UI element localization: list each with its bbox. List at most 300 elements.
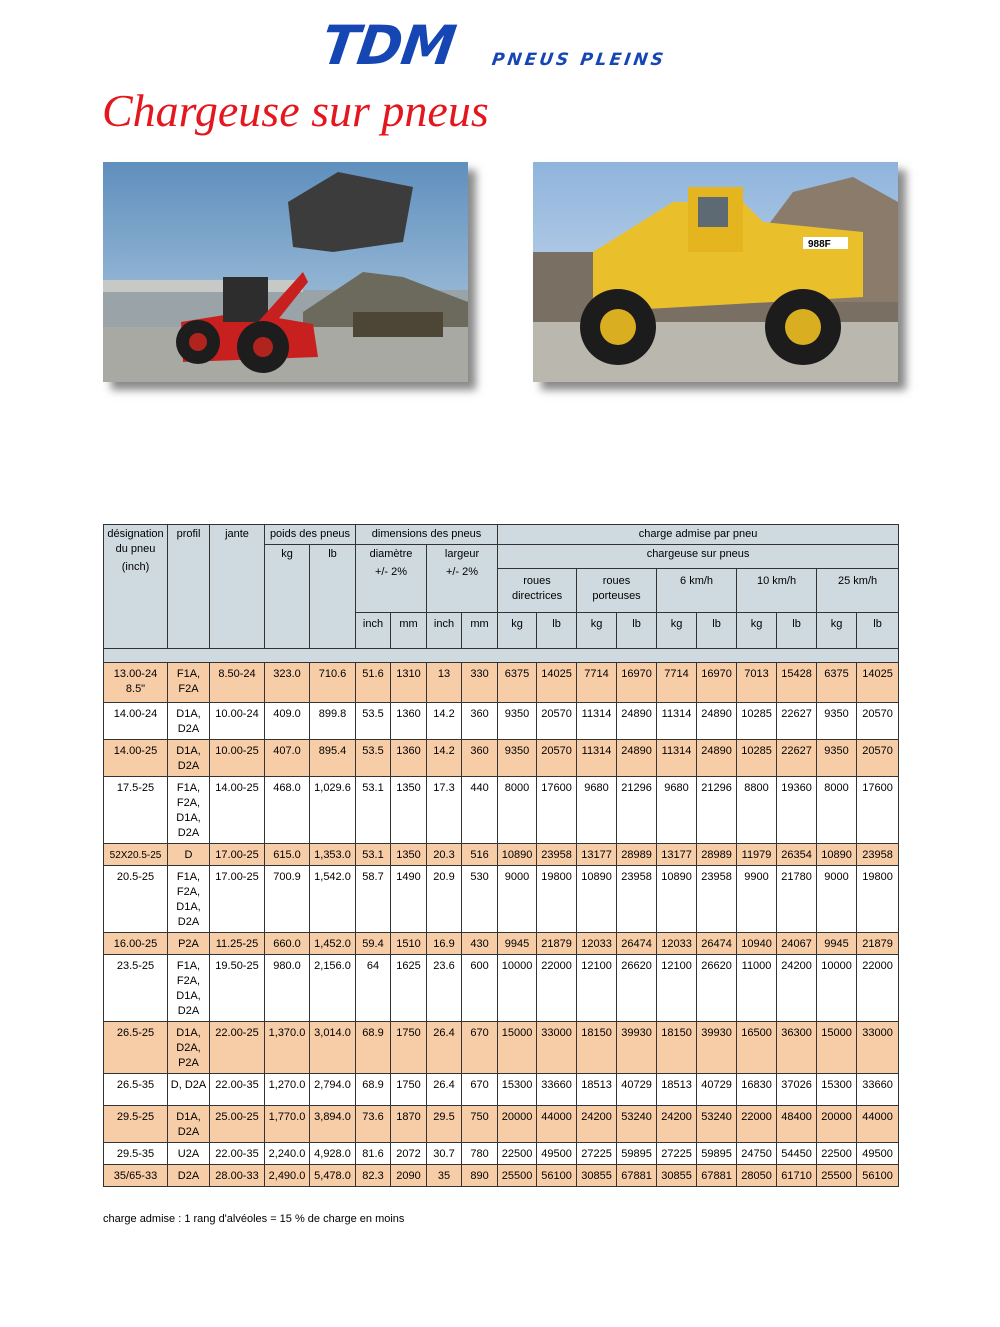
table-cell: 22000 (537, 955, 577, 1022)
table-cell: 53.1 (356, 844, 391, 866)
table-cell: 64 (356, 955, 391, 1022)
table-cell: 25500 (498, 1165, 537, 1187)
cell-profil: F1A, F2A, D1A, D2A (168, 866, 210, 933)
table-cell: 24890 (617, 703, 657, 740)
table-cell: 16970 (617, 663, 657, 703)
header-largeur: largeur +/- 2% (427, 545, 498, 613)
table-cell: 61710 (777, 1165, 817, 1187)
header-designation: désignation du pneu (inch) (104, 525, 168, 649)
table-cell: 17.00-25 (210, 844, 265, 866)
cell-profil: D (168, 844, 210, 866)
table-cell: 5,478.0 (310, 1165, 356, 1187)
table-cell: 1350 (391, 844, 427, 866)
table-cell: 516 (462, 844, 498, 866)
unit-kg: kg (577, 613, 617, 649)
unit-mm: mm (462, 613, 498, 649)
unit-kg: kg (498, 613, 537, 649)
table-cell: 440 (462, 777, 498, 844)
cell-profil: D1A, D2A (168, 1106, 210, 1143)
table-cell: 26.4 (427, 1022, 462, 1074)
table-cell: 9900 (737, 866, 777, 933)
table-cell: 22000 (737, 1106, 777, 1143)
table-cell: 710.6 (310, 663, 356, 703)
table-cell: 10.00-25 (210, 740, 265, 777)
table-cell: 12100 (577, 955, 617, 1022)
table-cell: 24200 (777, 955, 817, 1022)
table-row (104, 1165, 899, 1187)
table-cell: 8800 (737, 777, 777, 844)
page-title: Chargeuse sur pneus (102, 85, 489, 136)
table-cell: 9350 (498, 740, 537, 777)
footnote: charge admise : 1 rang d'alvéoles = 15 % de charge en moins (103, 1213, 405, 1225)
table-cell: 28989 (617, 844, 657, 866)
header-10kmh: 10 km/h (737, 569, 817, 613)
table-cell: 10000 (498, 955, 537, 1022)
table-cell: 27225 (657, 1143, 697, 1165)
table-cell: 360 (462, 703, 498, 740)
header-charge: charge admise par pneu (498, 525, 899, 545)
table-cell: 73.6 (356, 1106, 391, 1143)
table-cell: 18513 (577, 1074, 617, 1106)
unit-lb: lb (857, 613, 899, 649)
table-cell: 59895 (617, 1143, 657, 1165)
table-cell: 36300 (777, 1022, 817, 1074)
logo-main-text: TDM (317, 14, 459, 77)
table-cell: 1625 (391, 955, 427, 1022)
table-cell: 19800 (857, 866, 899, 933)
table-cell: 6375 (498, 663, 537, 703)
table-cell: 14.00-25 (210, 777, 265, 844)
table-cell: 17.3 (427, 777, 462, 844)
cell-profil: D1A, D2A (168, 740, 210, 777)
table-cell: 780 (462, 1143, 498, 1165)
table-cell: 7714 (577, 663, 617, 703)
table-cell: 430 (462, 933, 498, 955)
table-cell: 24890 (617, 740, 657, 777)
table-cell: 20570 (857, 703, 899, 740)
cell-designation: 29.5-35 (104, 1143, 168, 1165)
cell-designation: 23.5-25 (104, 955, 168, 1022)
header-diametre: diamètre +/- 2% (356, 545, 427, 613)
table-cell: 1310 (391, 663, 427, 703)
table-cell: 22627 (777, 703, 817, 740)
table-cell: 48400 (777, 1106, 817, 1143)
table-cell: 12033 (577, 933, 617, 955)
table-cell: 40729 (617, 1074, 657, 1106)
table-cell: 37026 (777, 1074, 817, 1106)
table-cell: 1,029.6 (310, 777, 356, 844)
table-cell: 33000 (857, 1022, 899, 1074)
header-roues-porteuses: roues porteuses (577, 569, 657, 613)
table-cell: 19800 (537, 866, 577, 933)
table-cell: 23.6 (427, 955, 462, 1022)
unit-kg: kg (657, 613, 697, 649)
table-cell: 1,370.0 (265, 1022, 310, 1074)
table-cell: 1490 (391, 866, 427, 933)
table-cell: 15000 (817, 1022, 857, 1074)
table-cell: 68.9 (356, 1074, 391, 1106)
table-cell: 59.4 (356, 933, 391, 955)
cell-designation: 29.5-25 (104, 1106, 168, 1143)
table-cell: 2090 (391, 1165, 427, 1187)
table-cell: 15428 (777, 663, 817, 703)
table-cell: 16970 (697, 663, 737, 703)
table-row (104, 933, 899, 955)
cell-designation: 26.5-35 (104, 1074, 168, 1106)
table-cell: 33660 (537, 1074, 577, 1106)
table-cell: 18513 (657, 1074, 697, 1106)
table-cell: 1510 (391, 933, 427, 955)
table-cell: 12033 (657, 933, 697, 955)
table-cell: 10285 (737, 703, 777, 740)
table-row (104, 1106, 899, 1143)
table-cell: 10890 (577, 866, 617, 933)
table-cell: 33660 (857, 1074, 899, 1106)
red-loader-photo (103, 162, 468, 382)
header-dimensions: dimensions des pneus (356, 525, 498, 545)
cell-designation: 14.00-25 (104, 740, 168, 777)
header-poids-kg: kg (265, 545, 310, 649)
table-cell: 21296 (617, 777, 657, 844)
unit-kg: kg (817, 613, 857, 649)
unit-lb: lb (777, 613, 817, 649)
table-cell: 1350 (391, 777, 427, 844)
table-cell: 30855 (657, 1165, 697, 1187)
table-cell: 29.5 (427, 1106, 462, 1143)
table-cell: 7714 (657, 663, 697, 703)
table-cell: 10.00-24 (210, 703, 265, 740)
table-row (104, 663, 899, 703)
table-cell: 1750 (391, 1074, 427, 1106)
table-cell: 56100 (857, 1165, 899, 1187)
table-cell: 49500 (857, 1143, 899, 1165)
table-cell: 17600 (857, 777, 899, 844)
cell-designation: 14.00-24 (104, 703, 168, 740)
table-body (104, 663, 899, 1187)
table-cell: 23958 (537, 844, 577, 866)
table-cell: 16830 (737, 1074, 777, 1106)
table-cell: 20.9 (427, 866, 462, 933)
table-cell: 11979 (737, 844, 777, 866)
table-cell: 22.00-25 (210, 1022, 265, 1074)
table-cell: 26474 (697, 933, 737, 955)
table-cell: 980.0 (265, 955, 310, 1022)
table-cell: 3,014.0 (310, 1022, 356, 1074)
table-cell: 660.0 (265, 933, 310, 955)
table-cell: 14.2 (427, 703, 462, 740)
table-cell: 20.3 (427, 844, 462, 866)
cell-profil: D2A (168, 1165, 210, 1187)
table-cell: 600 (462, 955, 498, 1022)
table-cell: 81.6 (356, 1143, 391, 1165)
table-cell: 1,353.0 (310, 844, 356, 866)
cell-designation: 35/65-33 (104, 1165, 168, 1187)
table-cell: 11314 (657, 740, 697, 777)
cell-profil: P2A (168, 933, 210, 955)
table-cell: 1,452.0 (310, 933, 356, 955)
table-cell: 49500 (537, 1143, 577, 1165)
table-cell: 24890 (697, 703, 737, 740)
table-cell: 407.0 (265, 740, 310, 777)
table-cell: 10890 (498, 844, 537, 866)
table-cell: 14.2 (427, 740, 462, 777)
table-cell: 53240 (697, 1106, 737, 1143)
table-cell: 9680 (577, 777, 617, 844)
table-cell: 9945 (498, 933, 537, 955)
table-cell: 26474 (617, 933, 657, 955)
table-cell: 44000 (857, 1106, 899, 1143)
table-cell: 11000 (737, 955, 777, 1022)
table-cell: 14025 (537, 663, 577, 703)
table-row (104, 866, 899, 933)
table-cell: 6375 (817, 663, 857, 703)
table-cell: 67881 (617, 1165, 657, 1187)
unit-kg: kg (737, 613, 777, 649)
table-cell: 2,490.0 (265, 1165, 310, 1187)
table-cell: 18150 (577, 1022, 617, 1074)
table-cell: 8000 (817, 777, 857, 844)
table-cell: 1,270.0 (265, 1074, 310, 1106)
table-cell: 20000 (817, 1106, 857, 1143)
cell-profil: U2A (168, 1143, 210, 1165)
table-row (104, 955, 899, 1022)
table-cell: 11314 (577, 703, 617, 740)
table-cell: 20570 (857, 740, 899, 777)
table-cell: 750 (462, 1106, 498, 1143)
table-cell: 10890 (817, 844, 857, 866)
table-cell: 9350 (498, 703, 537, 740)
table-cell: 2072 (391, 1143, 427, 1165)
table-cell: 10285 (737, 740, 777, 777)
table-cell: 8000 (498, 777, 537, 844)
table-row (104, 740, 899, 777)
table-cell: 468.0 (265, 777, 310, 844)
table-cell: 27225 (577, 1143, 617, 1165)
table-cell: 13177 (657, 844, 697, 866)
table-cell: 58.7 (356, 866, 391, 933)
table-cell: 20570 (537, 740, 577, 777)
table-cell: 2,794.0 (310, 1074, 356, 1106)
table-row (104, 1074, 899, 1106)
table-cell: 1360 (391, 703, 427, 740)
header-6kmh: 6 km/h (657, 569, 737, 613)
unit-inch: inch (356, 613, 391, 649)
cell-profil: F1A, F2A, D1A, D2A (168, 777, 210, 844)
table-cell: 24200 (657, 1106, 697, 1143)
cell-designation: 26.5-25 (104, 1022, 168, 1074)
unit-inch: inch (427, 613, 462, 649)
table-cell: 10890 (657, 866, 697, 933)
header-chargeuse: chargeuse sur pneus (498, 545, 899, 569)
table-cell: 59895 (697, 1143, 737, 1165)
header-roues-directrices: roues directrices (498, 569, 577, 613)
table-cell: 13 (427, 663, 462, 703)
table-cell: 19360 (777, 777, 817, 844)
table-cell: 1750 (391, 1022, 427, 1074)
table-cell: 9350 (817, 740, 857, 777)
table-row (104, 703, 899, 740)
table-cell: 21780 (777, 866, 817, 933)
table-cell: 700.9 (265, 866, 310, 933)
table-cell: 11.25-25 (210, 933, 265, 955)
table-cell: 30.7 (427, 1143, 462, 1165)
table-cell: 1,542.0 (310, 866, 356, 933)
header-spacer (104, 649, 899, 663)
table-cell: 24200 (577, 1106, 617, 1143)
table-cell: 330 (462, 663, 498, 703)
table-cell: 899.8 (310, 703, 356, 740)
table-cell: 670 (462, 1074, 498, 1106)
header-25kmh: 25 km/h (817, 569, 899, 613)
table-cell: 14025 (857, 663, 899, 703)
unit-mm: mm (391, 613, 427, 649)
table-cell: 409.0 (265, 703, 310, 740)
table-cell: 53.5 (356, 740, 391, 777)
unit-lb: lb (537, 613, 577, 649)
table-cell: 10940 (737, 933, 777, 955)
table-cell: 895.4 (310, 740, 356, 777)
table-cell: 54450 (777, 1143, 817, 1165)
yellow-loader-photo (533, 162, 898, 382)
table-cell: 9000 (817, 866, 857, 933)
table-cell: 17600 (537, 777, 577, 844)
table-cell: 9945 (817, 933, 857, 955)
table-cell: 17.00-25 (210, 866, 265, 933)
table-cell: 7013 (737, 663, 777, 703)
table-cell: 1360 (391, 740, 427, 777)
cell-designation: 20.5-25 (104, 866, 168, 933)
table-cell: 30855 (577, 1165, 617, 1187)
table-cell: 12100 (657, 955, 697, 1022)
table-cell: 890 (462, 1165, 498, 1187)
table-cell: 8.50-24 (210, 663, 265, 703)
table-row (104, 1022, 899, 1074)
table-cell: 15300 (498, 1074, 537, 1106)
table-cell: 39930 (617, 1022, 657, 1074)
machine-label: 988F (808, 239, 831, 250)
cell-profil: D, D2A (168, 1074, 210, 1106)
table-cell: 1870 (391, 1106, 427, 1143)
tire-spec-table (103, 524, 899, 1187)
table-cell: 15000 (498, 1022, 537, 1074)
table-cell: 16500 (737, 1022, 777, 1074)
table-cell: 323.0 (265, 663, 310, 703)
table-cell: 670 (462, 1022, 498, 1074)
table-cell: 20570 (537, 703, 577, 740)
unit-lb: lb (617, 613, 657, 649)
header-profil: profil (168, 525, 210, 649)
cell-profil: F1A, F2A (168, 663, 210, 703)
table-cell: 22.00-35 (210, 1074, 265, 1106)
table-cell: 22000 (857, 955, 899, 1022)
table-cell: 22500 (498, 1143, 537, 1165)
table-cell: 26620 (617, 955, 657, 1022)
table-cell: 3,894.0 (310, 1106, 356, 1143)
table-cell: 24890 (697, 740, 737, 777)
table-cell: 16.9 (427, 933, 462, 955)
table-cell: 53240 (617, 1106, 657, 1143)
table-cell: 26354 (777, 844, 817, 866)
table-cell: 21296 (697, 777, 737, 844)
table-cell: 26.4 (427, 1074, 462, 1106)
table-cell: 25.00-25 (210, 1106, 265, 1143)
table-cell: 39930 (697, 1022, 737, 1074)
table-cell: 23958 (697, 866, 737, 933)
table-cell: 11314 (577, 740, 617, 777)
table-cell: 20000 (498, 1106, 537, 1143)
table-cell: 10000 (817, 955, 857, 1022)
table-row (104, 777, 899, 844)
table-cell: 68.9 (356, 1022, 391, 1074)
table-cell: 23958 (617, 866, 657, 933)
table-cell: 51.6 (356, 663, 391, 703)
table-cell: 28989 (697, 844, 737, 866)
table-cell: 40729 (697, 1074, 737, 1106)
header-poids: poids des pneus (265, 525, 356, 545)
table-cell: 2,156.0 (310, 955, 356, 1022)
cell-designation: 13.00-24 8.5" (104, 663, 168, 703)
table-cell: 28.00-33 (210, 1165, 265, 1187)
table-cell: 4,928.0 (310, 1143, 356, 1165)
table-cell: 9350 (817, 703, 857, 740)
table-cell: 67881 (697, 1165, 737, 1187)
table-cell: 53.5 (356, 703, 391, 740)
table-cell: 22.00-35 (210, 1143, 265, 1165)
table-row (104, 844, 899, 866)
table-cell: 26620 (697, 955, 737, 1022)
table-cell: 615.0 (265, 844, 310, 866)
table-cell: 82.3 (356, 1165, 391, 1187)
table-cell: 1,770.0 (265, 1106, 310, 1143)
table-cell: 28050 (737, 1165, 777, 1187)
table-row (104, 1143, 899, 1165)
cell-profil: D1A, D2A, P2A (168, 1022, 210, 1074)
table-cell: 11314 (657, 703, 697, 740)
table-cell: 23958 (857, 844, 899, 866)
table-cell: 25500 (817, 1165, 857, 1187)
table-cell: 24067 (777, 933, 817, 955)
table-cell: 22627 (777, 740, 817, 777)
table-cell: 2,240.0 (265, 1143, 310, 1165)
cell-profil: D1A, D2A (168, 703, 210, 740)
table-cell: 360 (462, 740, 498, 777)
cell-profil: F1A, F2A, D1A, D2A (168, 955, 210, 1022)
table-cell: 21879 (537, 933, 577, 955)
table-cell: 15300 (817, 1074, 857, 1106)
table-cell: 22500 (817, 1143, 857, 1165)
table-cell: 53.1 (356, 777, 391, 844)
table-cell: 44000 (537, 1106, 577, 1143)
table-cell: 530 (462, 866, 498, 933)
cell-designation: 17.5-25 (104, 777, 168, 844)
table-cell: 21879 (857, 933, 899, 955)
table-cell: 56100 (537, 1165, 577, 1187)
table-cell: 33000 (537, 1022, 577, 1074)
header-poids-lb: lb (310, 545, 356, 649)
table-cell: 9000 (498, 866, 537, 933)
logo-sub-text: PNEUS PLEINS (490, 50, 668, 70)
cell-designation: 16.00-25 (104, 933, 168, 955)
header-jante: jante (210, 525, 265, 649)
table-cell: 24750 (737, 1143, 777, 1165)
table-cell: 13177 (577, 844, 617, 866)
table-cell: 35 (427, 1165, 462, 1187)
table-cell: 19.50-25 (210, 955, 265, 1022)
unit-lb: lb (697, 613, 737, 649)
cell-designation: 52X20.5-25 (104, 844, 168, 866)
table-cell: 18150 (657, 1022, 697, 1074)
table-cell: 9680 (657, 777, 697, 844)
